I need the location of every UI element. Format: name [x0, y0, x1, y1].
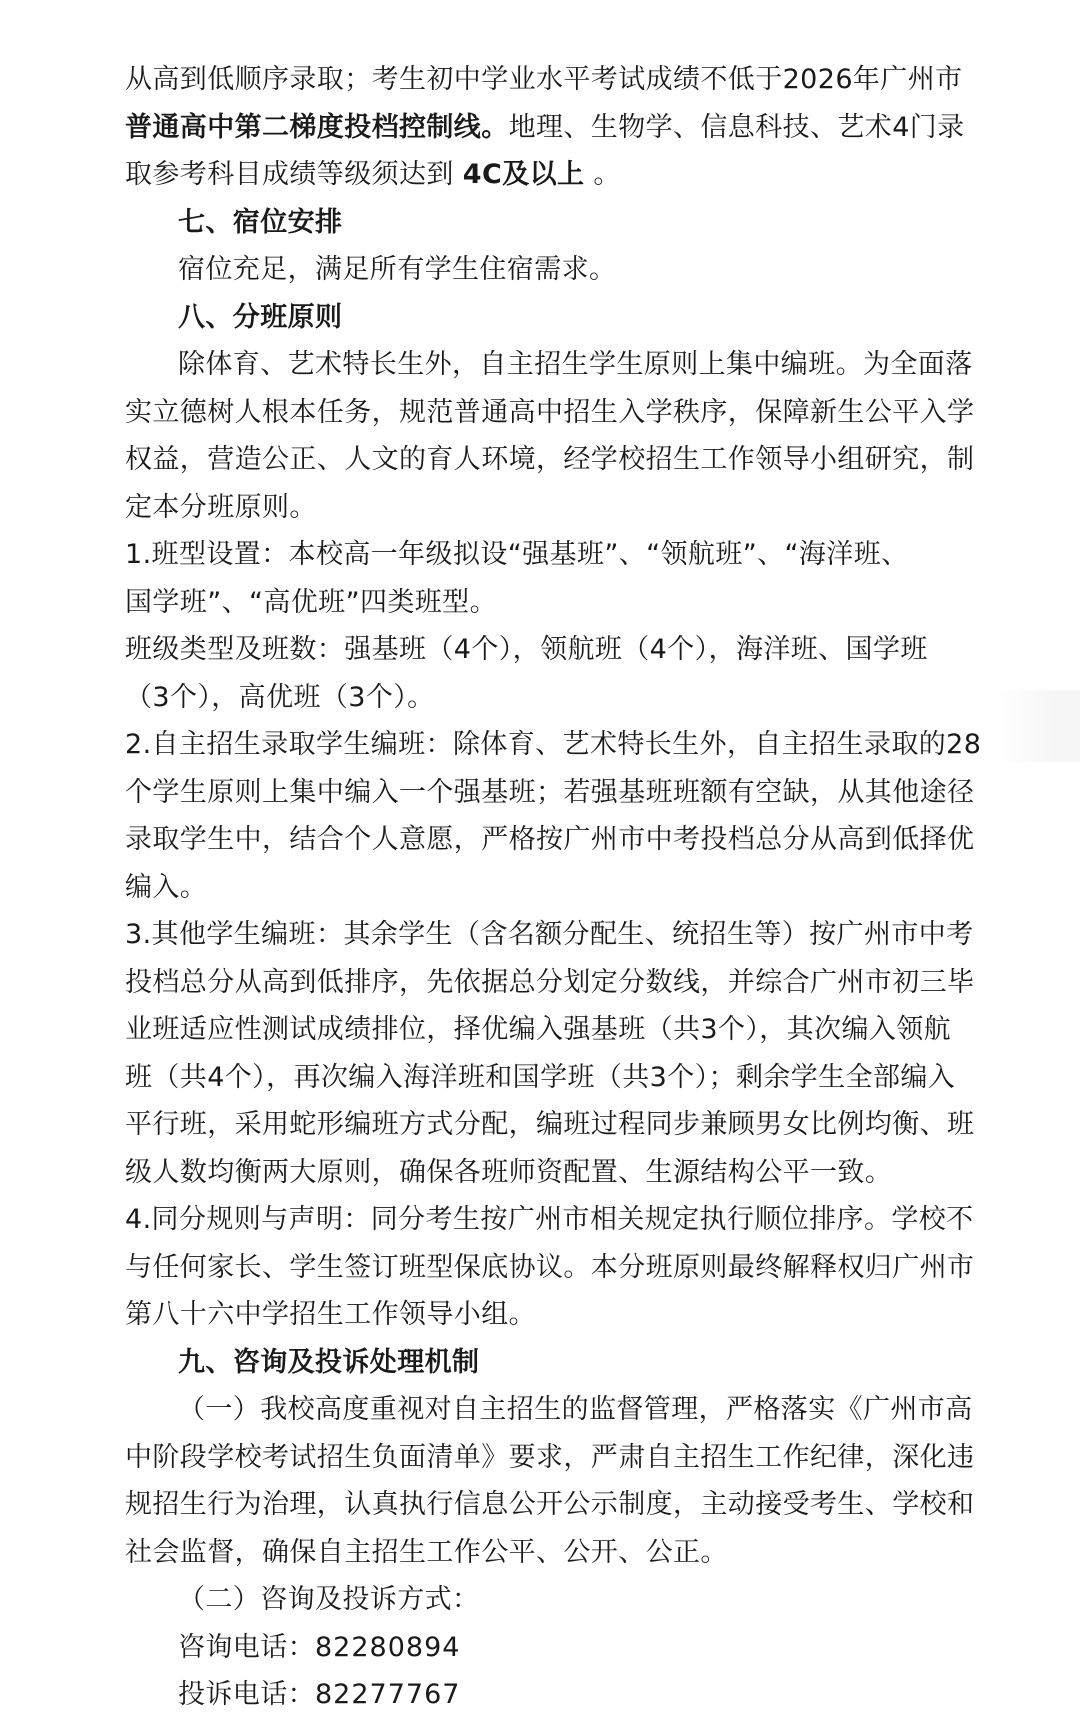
photo-glare: [995, 690, 1080, 762]
consult-phone-line: [125, 1624, 955, 1672]
text-line: 国学班”、“高优班”四类班型。: [125, 586, 497, 618]
text-line: （二）咨询及投诉方式：: [178, 1584, 480, 1615]
text-line: 投档总分从高到低排序，先依据总分划定分数线，并综合广州市初三毕: [125, 966, 975, 998]
text-line: 第八十六中学招生工作领导小组。: [125, 1299, 536, 1330]
section-heading-8: 八、分班原则: [178, 301, 343, 333]
text-line: 定本分班原则。: [125, 491, 317, 523]
text-line: 3.其他学生编班：其余学生（含名额分配生、统招生等）按广州市中考: [125, 919, 974, 950]
text-line: 编入。: [125, 871, 208, 903]
text-line: 除体育、艺术特长生外，自主招生学生原则上集中编班。为全面落: [178, 349, 973, 380]
text-span: 地理、生物学、信息科技、艺术4门录: [508, 111, 965, 143]
text-span: 。: [584, 159, 621, 190]
complaint-phone-number: 82277767: [315, 1679, 461, 1710]
text-line: 平行班，采用蛇形编班方式分配，编班过程同步兼顾男女比例均衡、班: [125, 1109, 975, 1140]
bold-phrase: 4C及以上: [462, 159, 585, 190]
text-line: 规招生行为治理，认真执行信息公开公示制度，主动接受考生、学校和: [125, 1489, 975, 1520]
text-line: 个学生原则上集中编入一个强基班；若强基班班额有空缺，从其他途径: [125, 776, 975, 808]
text-line: [125, 151, 955, 199]
text-line: 2.自主招生录取学生编班：除体育、艺术特长生外，自主招生录取的28: [125, 729, 982, 760]
text-line: 1.班型设置：本校高一年级拟设“强基班”、“领航班”、“海洋班、: [125, 539, 909, 570]
text-line: （3个），高优班（3个）。: [125, 681, 435, 713]
section-heading-7: 七、宿位安排: [178, 206, 343, 238]
text-line: [125, 104, 965, 152]
text-line: 实立德树人根本任务，规范普通高中招生入学秩序，保障新生公平入学: [125, 396, 975, 428]
complaint-phone-label: 投诉电话：: [178, 1679, 315, 1710]
text-line: 班（共4个），再次编入海洋班和国学班（共3个）；剩余学生全部编入: [125, 1061, 956, 1093]
text-line: 4.同分规则与声明：同分考生按广州市相关规定执行顺位排序。学校不: [125, 1204, 974, 1235]
text-line: 中阶段学校考试招生负面清单》要求，严肃自主招生工作纪律，深化违: [125, 1441, 975, 1473]
text-line: 社会监督，确保自主招生工作公平、公开、公正。: [125, 1536, 728, 1568]
section-heading-9: 九、咨询及投诉处理机制: [178, 1346, 480, 1378]
text-line: 与任何家长、学生签订班型保底协议。本分班原则最终解释权归广州市: [125, 1251, 975, 1283]
text-line: 录取学生中，结合个人意愿，严格按广州市中考投档总分从高到低择优: [125, 824, 975, 855]
text-line: 业班适应性测试成绩排位，择优编入强基班（共3个），其次编入领航: [125, 1014, 952, 1045]
document-body: [125, 56, 982, 1719]
consult-phone-label: 咨询电话：: [178, 1631, 315, 1663]
text-line: 权益，营造公正、人文的育人环境，经学校招生工作领导小组研究，制: [125, 444, 975, 475]
text-line: （一）我校高度重视对自主招生的监督管理，严格落实《广州市高: [178, 1394, 973, 1425]
text-line: 从高到低顺序录取；考生初中学业水平考试成绩不低于2026年广州市: [125, 64, 963, 95]
text-line: 宿位充足，满足所有学生住宿需求。: [178, 254, 617, 285]
text-line: 班级类型及班数：强基班（4个），领航班（4个），海洋班、国学班: [125, 634, 928, 665]
text-span: 取参考科目成绩等级须达到: [125, 159, 463, 190]
bold-phrase: 普通高中第二梯度投档控制线。: [125, 111, 509, 143]
text-line: 级人数均衡两大原则，确保各班师资配置、生源结构公平一致。: [125, 1156, 893, 1188]
consult-phone-number: 82280894: [315, 1631, 461, 1663]
complaint-phone-line: [125, 1671, 955, 1719]
